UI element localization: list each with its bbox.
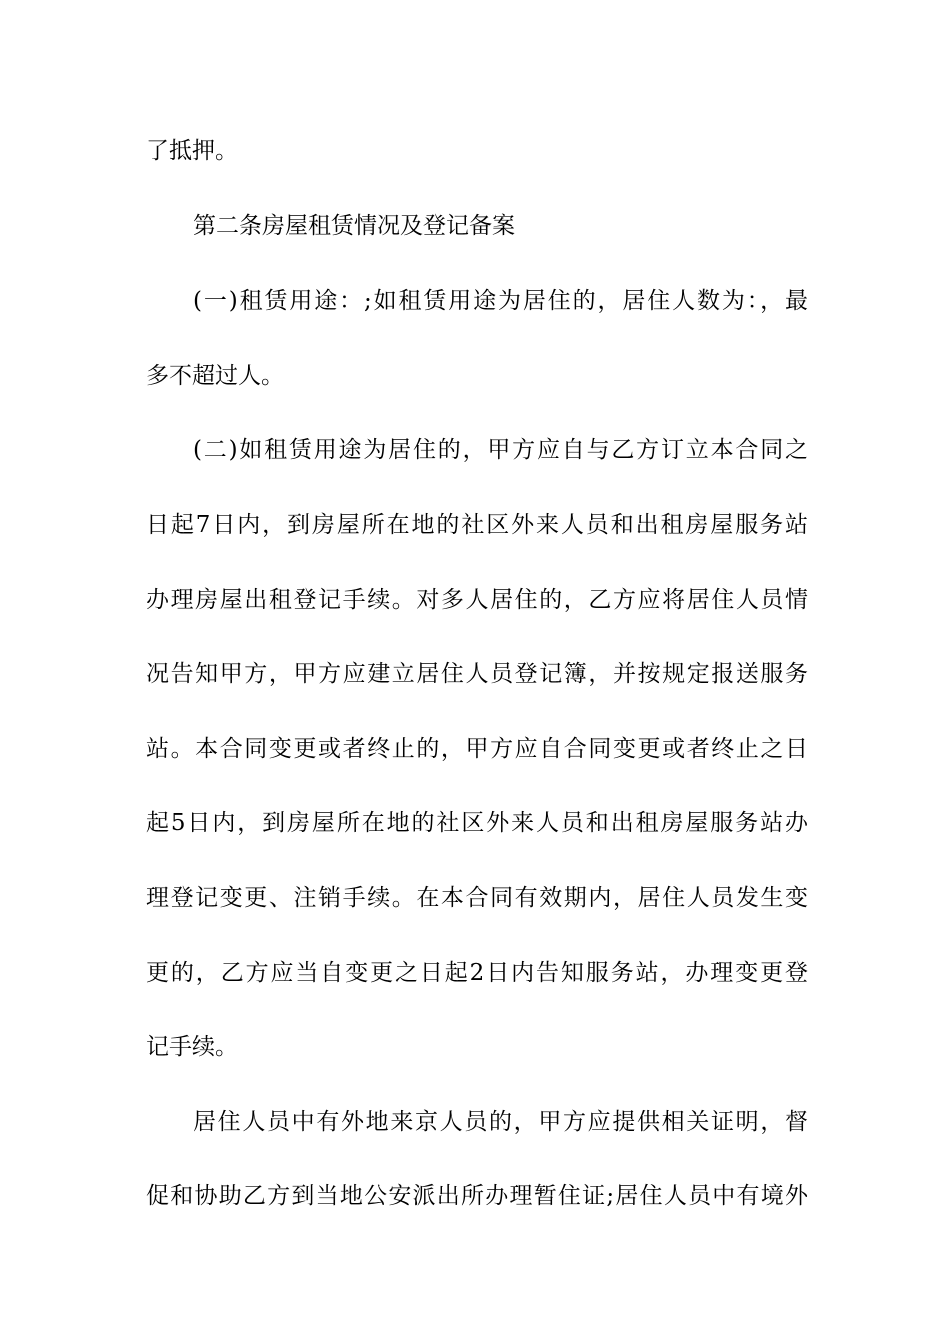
paragraph-line: 日起7日内，到房屋所在地的社区外来人员和出租房屋服务站 <box>146 512 808 538</box>
paragraph-line: 多不超过人。 <box>146 363 284 389</box>
paragraph-line: 站。本合同变更或者终止的，甲方应自合同变更或者终止之日 <box>146 736 808 762</box>
paragraph-line: 更的，乙方应当自变更之日起2日内告知服务站，办理变更登 <box>146 960 808 986</box>
paragraph-line: 况告知甲方，甲方应建立居住人员登记簿，并按规定报送服务 <box>146 661 808 687</box>
paragraph-line: (二)如租赁用途为居住的，甲方应自与乙方订立本合同之 <box>193 437 808 463</box>
paragraph-line: (一)租赁用途：;如租赁用途为居住的，居住人数为：，最 <box>193 288 808 314</box>
paragraph-line: 理登记变更、注销手续。在本合同有效期内，居住人员发生变 <box>146 885 808 911</box>
paragraph-line: 了抵押。 <box>146 138 238 164</box>
paragraph-line: 居住人员中有外地来京人员的，甲方应提供相关证明，督 <box>193 1109 808 1135</box>
paragraph-line: 促和协助乙方到当地公安派出所办理暂住证;居住人员中有境外 <box>146 1183 808 1209</box>
section-heading: 第二条房屋租赁情况及登记备案 <box>193 213 515 239</box>
paragraph-line: 起5日内，到房屋所在地的社区外来人员和出租房屋服务站办 <box>146 810 808 836</box>
paragraph-line: 办理房屋出租登记手续。对多人居住的，乙方应将居住人员情 <box>146 587 808 613</box>
paragraph-line: 记手续。 <box>146 1034 238 1060</box>
